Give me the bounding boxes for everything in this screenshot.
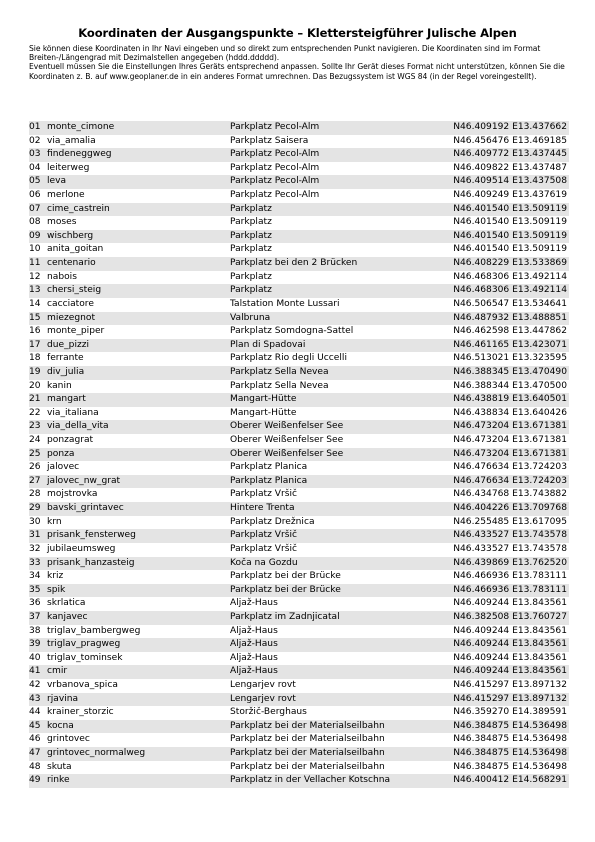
table-row bbox=[29, 665, 569, 679]
route-name: rinke bbox=[47, 775, 70, 786]
starting-point: Parkplatz Vršič bbox=[230, 530, 297, 541]
starting-point: Parkplatz in der Vellacher Kotschna bbox=[230, 775, 391, 786]
route-name: mojstrovka bbox=[47, 489, 98, 500]
starting-point: Oberer Weißenfelser See bbox=[230, 435, 344, 446]
coordinates: N46.468306 E13.492114 bbox=[453, 271, 567, 282]
table-row bbox=[29, 135, 569, 149]
table-row bbox=[29, 380, 569, 394]
table-row bbox=[29, 747, 569, 761]
starting-point: Parkplatz bei der Materialseilbahn bbox=[230, 748, 385, 759]
intro-text bbox=[29, 44, 569, 81]
route-name: moses bbox=[47, 217, 77, 228]
table-row bbox=[29, 570, 569, 584]
route-name: kanin bbox=[47, 380, 72, 391]
coordinates: N46.409244 E13.843561 bbox=[453, 625, 567, 636]
coordinates: N46.487932 E13.488851 bbox=[453, 312, 567, 323]
starting-point: Parkplatz Rio degli Uccelli bbox=[230, 353, 347, 364]
coordinates: N46.433527 E13.743578 bbox=[453, 543, 567, 554]
route-name: kriz bbox=[47, 571, 64, 582]
starting-point: Storžič-Berghaus bbox=[230, 707, 307, 718]
route-name: prisank_hanzasteig bbox=[47, 557, 135, 568]
starting-point: Oberer Weißenfelser See bbox=[230, 421, 344, 432]
starting-point: Plan di Spadovai bbox=[230, 339, 306, 350]
starting-point: Parkplatz bbox=[230, 244, 272, 255]
starting-point: Valbruna bbox=[230, 312, 271, 323]
row-number: 16 bbox=[29, 326, 41, 337]
starting-point: Koča na Gozdu bbox=[230, 557, 298, 568]
route-name: rjavina bbox=[47, 693, 79, 704]
route-name: merlone bbox=[47, 190, 85, 201]
row-number: 14 bbox=[29, 298, 41, 309]
table-row bbox=[29, 257, 569, 271]
coordinates: N46.401540 E13.509119 bbox=[453, 217, 567, 228]
coordinates: N46.409249 E13.437619 bbox=[453, 190, 567, 201]
coordinates: N46.384875 E14.536498 bbox=[453, 748, 567, 759]
coordinates: N46.401540 E13.509119 bbox=[453, 203, 567, 214]
starting-point: Parkplatz Pecol-Alm bbox=[230, 190, 320, 201]
route-name: via_italiana bbox=[47, 407, 99, 418]
starting-point: Mangart-Hütte bbox=[230, 394, 297, 405]
route-name: kocna bbox=[47, 720, 74, 731]
route-name: triglav_tominsek bbox=[47, 652, 123, 663]
table-row bbox=[29, 516, 569, 530]
coordinates: N46.438819 E13.640501 bbox=[453, 394, 567, 405]
row-number: 07 bbox=[29, 203, 41, 214]
coordinates: N46.438834 E13.640426 bbox=[453, 407, 567, 418]
starting-point: Parkplatz bei der Materialseilbahn bbox=[230, 720, 385, 731]
table-row bbox=[29, 203, 569, 217]
row-number: 27 bbox=[29, 475, 41, 486]
table-row bbox=[29, 638, 569, 652]
row-number: 09 bbox=[29, 230, 41, 241]
coordinates: N46.466936 E13.783111 bbox=[453, 571, 567, 582]
table-row bbox=[29, 625, 569, 639]
route-name: jalovec_nw_grat bbox=[47, 475, 121, 486]
row-number: 08 bbox=[29, 217, 41, 228]
row-number: 24 bbox=[29, 435, 41, 446]
row-number: 30 bbox=[29, 516, 41, 527]
coordinates: N46.415297 E13.897132 bbox=[453, 679, 567, 690]
table-row bbox=[29, 679, 569, 693]
row-number: 03 bbox=[29, 149, 41, 160]
row-number: 31 bbox=[29, 530, 41, 541]
coordinates: N46.456476 E13.469185 bbox=[453, 135, 567, 146]
table-row bbox=[29, 352, 569, 366]
coordinates: N46.404226 E13.709768 bbox=[453, 503, 567, 514]
table-row bbox=[29, 230, 569, 244]
row-number: 40 bbox=[29, 652, 41, 663]
coordinates: N46.513021 E13.323595 bbox=[453, 353, 567, 364]
table-row bbox=[29, 162, 569, 176]
row-number: 25 bbox=[29, 448, 41, 459]
coordinates: N46.409244 E13.843561 bbox=[453, 652, 567, 663]
coordinates: N46.409244 E13.843561 bbox=[453, 598, 567, 609]
table-row bbox=[29, 706, 569, 720]
route-name: grintovec bbox=[47, 734, 90, 745]
row-number: 41 bbox=[29, 666, 41, 677]
starting-point: Aljaž-Haus bbox=[230, 598, 278, 609]
starting-point: Lengarjev rovt bbox=[230, 679, 296, 690]
route-name: via_amalia bbox=[47, 135, 96, 146]
row-number: 34 bbox=[29, 571, 41, 582]
row-number: 36 bbox=[29, 598, 41, 609]
route-name: skrlatica bbox=[47, 598, 86, 609]
table-row bbox=[29, 652, 569, 666]
route-name: krn bbox=[47, 516, 62, 527]
table-row bbox=[29, 543, 569, 557]
table-row bbox=[29, 502, 569, 516]
table-row bbox=[29, 243, 569, 257]
route-name: mangart bbox=[47, 394, 86, 405]
table-row bbox=[29, 121, 569, 135]
coordinates: N46.409822 E13.437487 bbox=[453, 162, 567, 173]
starting-point: Parkplatz bei der Materialseilbahn bbox=[230, 734, 385, 745]
route-name: krainer_storzic bbox=[47, 707, 114, 718]
row-number: 22 bbox=[29, 407, 41, 418]
starting-point: Parkplatz bei der Materialseilbahn bbox=[230, 761, 385, 772]
route-name: skuta bbox=[47, 761, 72, 772]
starting-point: Parkplatz bbox=[230, 203, 272, 214]
starting-point: Parkplatz Vršič bbox=[230, 543, 297, 554]
row-number: 02 bbox=[29, 135, 41, 146]
starting-point: Aljaž-Haus bbox=[230, 652, 278, 663]
route-name: spik bbox=[47, 584, 66, 595]
route-name: jubilaeumsweg bbox=[47, 543, 116, 554]
coordinates: N46.384875 E14.536498 bbox=[453, 720, 567, 731]
coordinates: N46.462598 E13.447862 bbox=[453, 326, 567, 337]
table-row bbox=[29, 216, 569, 230]
table-row bbox=[29, 175, 569, 189]
starting-point: Parkplatz im Zadnjicatal bbox=[230, 611, 340, 622]
coordinates: N46.473204 E13.671381 bbox=[453, 421, 567, 432]
coordinates: N46.408229 E13.533869 bbox=[453, 258, 567, 269]
table-row bbox=[29, 271, 569, 285]
intro-paragraph: Eventuell müssen Sie die Einstellungen Ihres Geräts entsprechend anpassen. Sollte Ihr Gerät dieses Format nicht unterstützen, können Sie die Koordinaten z. B. auf www.geoplaner.de in ein anderes Format umrechnen. Das Bezugssystem ist WGS 84 (in der Regel voreingestellt). bbox=[29, 62, 565, 81]
coordinates: N46.384875 E14.536498 bbox=[453, 734, 567, 745]
table-row bbox=[29, 611, 569, 625]
table-row bbox=[29, 284, 569, 298]
intro-paragraph: Sie können diese Koordinaten in Ihr Navi eingeben und so direkt zum entsprechenden Punkt navigieren. Die Koordinaten sind im Format Breiten-/Längengrad mit Dezimalstellen angegeben (hddd.ddddd). bbox=[29, 44, 541, 63]
page-title: Koordinaten der Ausgangspunkte – Klettersteigführer Julische Alpen bbox=[78, 26, 517, 40]
row-number: 18 bbox=[29, 353, 41, 364]
row-number: 38 bbox=[29, 625, 41, 636]
starting-point: Mangart-Hütte bbox=[230, 407, 297, 418]
row-number: 43 bbox=[29, 693, 41, 704]
route-name: leiterweg bbox=[47, 162, 90, 173]
starting-point: Parkplatz Planica bbox=[230, 475, 308, 486]
row-number: 33 bbox=[29, 557, 41, 568]
table-row bbox=[29, 407, 569, 421]
route-name: due_pizzi bbox=[47, 339, 90, 350]
starting-point: Oberer Weißenfelser See bbox=[230, 448, 344, 459]
route-name: ponzagrat bbox=[47, 435, 94, 446]
route-name: monte_cimone bbox=[47, 122, 115, 132]
route-name: findeneggweg bbox=[47, 149, 112, 160]
starting-point: Parkplatz Vršič bbox=[230, 489, 297, 500]
starting-point: Parkplatz bbox=[230, 285, 272, 296]
coordinates: N46.439869 E13.762520 bbox=[453, 557, 567, 568]
row-number: 21 bbox=[29, 394, 41, 405]
table-row bbox=[29, 761, 569, 775]
starting-point: Talstation Monte Lussari bbox=[230, 298, 340, 309]
coordinates: N46.359270 E14.389591 bbox=[453, 707, 567, 718]
starting-point: Parkplatz Pecol-Alm bbox=[230, 162, 320, 173]
starting-point: Parkplatz Pecol-Alm bbox=[230, 122, 320, 132]
row-number: 49 bbox=[29, 775, 41, 786]
row-number: 06 bbox=[29, 190, 41, 201]
row-number: 32 bbox=[29, 543, 41, 554]
row-number: 20 bbox=[29, 380, 41, 391]
table-row bbox=[29, 325, 569, 339]
row-number: 26 bbox=[29, 462, 41, 473]
row-number: 48 bbox=[29, 761, 41, 772]
coordinates: N46.466936 E13.783111 bbox=[453, 584, 567, 595]
row-number: 05 bbox=[29, 176, 41, 187]
starting-point: Aljaž-Haus bbox=[230, 666, 278, 677]
coordinates: N46.388344 E13.470500 bbox=[453, 380, 567, 391]
row-number: 28 bbox=[29, 489, 41, 500]
coordinates: N46.434768 E13.743882 bbox=[453, 489, 567, 500]
starting-point: Lengarjev rovt bbox=[230, 693, 296, 704]
route-name: vrbanova_spica bbox=[47, 679, 118, 690]
starting-point: Parkplatz bei den 2 Brücken bbox=[230, 258, 358, 269]
table-row bbox=[29, 393, 569, 407]
table-row bbox=[29, 584, 569, 598]
coordinates: N46.409244 E13.843561 bbox=[453, 639, 567, 650]
table-row bbox=[29, 475, 569, 489]
row-number: 13 bbox=[29, 285, 41, 296]
row-number: 46 bbox=[29, 734, 41, 745]
coordinates: N46.506547 E13.534641 bbox=[453, 298, 567, 309]
route-name: cime_castrein bbox=[47, 203, 110, 214]
route-name: chersi_steig bbox=[47, 285, 102, 296]
route-name: cmir bbox=[47, 666, 68, 677]
route-name: jalovec bbox=[47, 462, 80, 473]
row-number: 17 bbox=[29, 339, 41, 350]
table-row bbox=[29, 597, 569, 611]
table-row bbox=[29, 693, 569, 707]
coordinates: N46.433527 E13.743578 bbox=[453, 530, 567, 541]
row-number: 12 bbox=[29, 271, 41, 282]
route-name: bavski_grintavec bbox=[47, 503, 124, 514]
route-name: via_della_vita bbox=[47, 421, 109, 432]
starting-point: Parkplatz bei der Brücke bbox=[230, 584, 341, 595]
table-row bbox=[29, 774, 569, 788]
starting-point: Parkplatz Saisera bbox=[230, 135, 309, 146]
route-name: grintovec_normalweg bbox=[47, 748, 146, 759]
starting-point: Parkplatz Sella Nevea bbox=[230, 366, 329, 377]
coordinates: N46.409244 E13.843561 bbox=[453, 666, 567, 677]
route-name: nabois bbox=[47, 271, 77, 282]
row-number: 23 bbox=[29, 421, 41, 432]
row-number: 19 bbox=[29, 366, 41, 377]
coordinates: N46.401540 E13.509119 bbox=[453, 230, 567, 241]
table-row bbox=[29, 733, 569, 747]
route-name: prisank_fensterweg bbox=[47, 530, 136, 541]
starting-point: Parkplatz bei der Brücke bbox=[230, 571, 341, 582]
row-number: 42 bbox=[29, 679, 41, 690]
starting-point: Parkplatz Sella Nevea bbox=[230, 380, 329, 391]
coordinates: N46.400412 E14.568291 bbox=[453, 775, 567, 786]
starting-point: Parkplatz bbox=[230, 230, 272, 241]
coordinates: N46.401540 E13.509119 bbox=[453, 244, 567, 255]
coordinates: N46.388345 E13.470490 bbox=[453, 366, 567, 377]
table-row bbox=[29, 529, 569, 543]
coordinates: N46.415297 E13.897132 bbox=[453, 693, 567, 704]
row-number: 01 bbox=[29, 122, 41, 132]
route-name: kanjavec bbox=[47, 611, 88, 622]
route-name: leva bbox=[47, 176, 67, 187]
coordinates: N46.476634 E13.724203 bbox=[453, 475, 567, 486]
row-number: 47 bbox=[29, 748, 41, 759]
coordinates: N46.468306 E13.492114 bbox=[453, 285, 567, 296]
starting-point: Aljaž-Haus bbox=[230, 625, 278, 636]
coordinates: N46.384875 E14.536498 bbox=[453, 761, 567, 772]
starting-point: Parkplatz Drežnica bbox=[230, 516, 315, 527]
route-name: centenario bbox=[47, 258, 96, 269]
row-number: 37 bbox=[29, 611, 41, 622]
starting-point: Aljaž-Haus bbox=[230, 639, 278, 650]
table-row bbox=[29, 461, 569, 475]
row-number: 29 bbox=[29, 503, 41, 514]
table-row bbox=[29, 312, 569, 326]
coordinates: N46.409514 E13.437508 bbox=[453, 176, 567, 187]
table-row bbox=[29, 420, 569, 434]
table-row bbox=[29, 298, 569, 312]
route-name: triglav_bambergweg bbox=[47, 625, 141, 636]
row-number: 35 bbox=[29, 584, 41, 595]
coordinates: N46.461165 E13.423071 bbox=[453, 339, 567, 350]
route-name: wischberg bbox=[47, 230, 94, 241]
coordinates: N46.255485 E13.617095 bbox=[453, 516, 567, 527]
route-name: cacciatore bbox=[47, 298, 94, 309]
starting-point: Parkplatz Pecol-Alm bbox=[230, 176, 320, 187]
coordinates: N46.473204 E13.671381 bbox=[453, 448, 567, 459]
coordinates: N46.473204 E13.671381 bbox=[453, 435, 567, 446]
coordinates: N46.476634 E13.724203 bbox=[453, 462, 567, 473]
coordinates: N46.409192 E13.437662 bbox=[453, 122, 567, 132]
route-name: anita_goitan bbox=[47, 244, 104, 255]
table-row bbox=[29, 339, 569, 353]
row-number: 15 bbox=[29, 312, 41, 323]
starting-point: Parkplatz Pecol-Alm bbox=[230, 149, 320, 160]
route-name: miezegnot bbox=[47, 312, 96, 323]
row-number: 44 bbox=[29, 707, 41, 718]
route-name: monte_piper bbox=[47, 326, 105, 337]
starting-point: Parkplatz bbox=[230, 271, 272, 282]
starting-point: Parkplatz Planica bbox=[230, 462, 308, 473]
coordinates: N46.409772 E13.437445 bbox=[453, 149, 567, 160]
row-number: 10 bbox=[29, 244, 41, 255]
route-name: triglav_pragweg bbox=[47, 639, 121, 650]
route-name: div_julia bbox=[47, 366, 85, 377]
route-name: ferrante bbox=[47, 353, 84, 364]
starting-point: Parkplatz bbox=[230, 217, 272, 228]
table-row bbox=[29, 488, 569, 502]
coordinates-table bbox=[29, 121, 569, 788]
row-number: 39 bbox=[29, 639, 41, 650]
coordinates: N46.382508 E13.760727 bbox=[453, 611, 567, 622]
table-row bbox=[29, 434, 569, 448]
row-number: 11 bbox=[29, 258, 41, 269]
table-row bbox=[29, 720, 569, 734]
table-row bbox=[29, 366, 569, 380]
table-row bbox=[29, 189, 569, 203]
table-row bbox=[29, 148, 569, 162]
table-row bbox=[29, 557, 569, 571]
starting-point: Parkplatz Somdogna-Sattel bbox=[230, 326, 354, 337]
route-name: ponza bbox=[47, 448, 75, 459]
starting-point: Hintere Trenta bbox=[230, 503, 295, 514]
row-number: 45 bbox=[29, 720, 41, 731]
row-number: 04 bbox=[29, 162, 41, 173]
table-row bbox=[29, 448, 569, 462]
